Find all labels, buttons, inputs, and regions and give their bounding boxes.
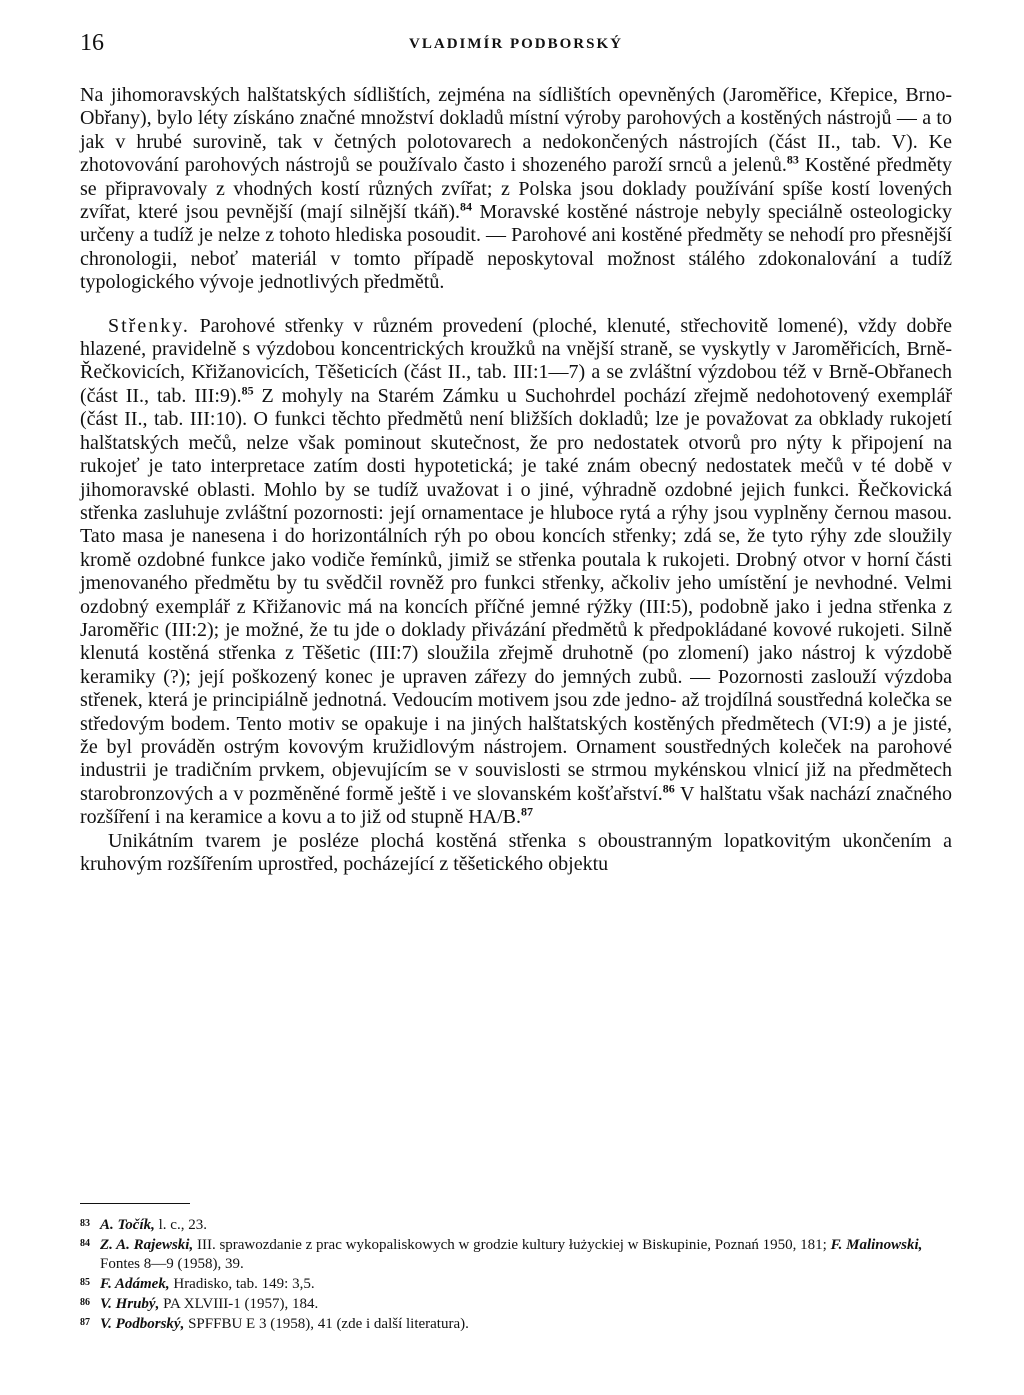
footnote-text: Fontes 8—9 (1958), 39.: [100, 1256, 244, 1272]
footnote-author: F. Adámek,: [100, 1276, 170, 1292]
footnote: [80, 1236, 952, 1274]
footnote-number: 84: [80, 1238, 90, 1249]
page-number: 16: [80, 30, 104, 56]
footnote-number: 83: [80, 1218, 90, 1229]
footnote-number: 86: [80, 1297, 90, 1308]
footnote-ref: 84: [460, 199, 473, 214]
footnote-ref: 85: [241, 383, 254, 398]
body-text: [80, 84, 952, 876]
footnote-text: PA XLVIII-1 (1957), 184.: [159, 1296, 319, 1312]
footnote-text: Hradisko, tab. 149: 3,5.: [169, 1276, 315, 1292]
paragraph-text: Z mohyly na Starém Zámku u Suchohrdel pochází zřejmě nedohotovený exemplář (část II., tab. III:10). O funkci těchto předmětů není bližších dokladů; lze je považovat za obklady rukojetí halštatských mečů, nelze však pominout skutečnost, že pro nedostatek otvorů pro nýty k připojení na rukojeť je tato interpretace zatím dosti hypotetická; je také znám obecný nedostatek mečů v té době v jihomoravské oblasti. Mohlo by se tudíž uvažovat i o jiné, výhradně ozdobné jejich funkci. Řečkovická střenka zasluhuje zvláštní pozornosti: její ornamentace je hluboce rytá a rýhy jsou vyplněny černou masou. Tato masa je nanesena i do horizontálních rýh po obou koncích střenky; zdá se, že tyto rýhy zde sloužily kromě ozdobné funkce jako vodiče řemínků, jimiž se střenka poutala k rukojeti. Drobný otvor v horní části jmenovaného předmětu by tu svědčil rovněž pro funkci střenky, ačkoliv jeho umístění je nevhodné. Velmi ozdobný exemplář z Křižanovic má na koncích příčné jemné rýžky (III:5), podobně jako i jedna střenka z Jaroměřic (III:2); je možné, že tu jde o doklady přivázání předmětů k předpokládané kovové rukojeti. Silně klenutá kostěná střenka z Těšetic (III:7) sloužila zřejmě druhotně (po zlomení) jako nástroj k výzdobě keramiky (?); její poškozený konec je upraven zářezy do jemných zubů. — Pozornosti zaslouží výzdoba střenek, která je principiálně jednotná. Vedoucím motivem jsou zde jedno- až trojdílná soustředná kolečka se středovým bodem. Tento motiv se opakuje i na jiných halštatských kostěných předmětech (VI:9) a je jisté, že byl prováděn ostrým kovovým kružidlovým nástrojem. Ornament soustředných koleček na parohové industrii je tradičním prvkem, objevujícím se v souvislosti se strmou mykénskou vlnicí již na předmětech starobronzových a v pozměněné formě ještě i ve slovanském košťařství.: [80, 384, 952, 805]
paragraph-text: Na jihomoravských halštatských sídlištích, zejména na sídlištích opevněných (Jaroměřice, Křepice, Brno-Obřany), bylo léty získáno značné množství dokladů místní výroby parohových a kostěných nástrojů — a to jak v hrubé surovině, tak v četných polotovarech a nedokončených nástrojích (část II., tab. V). Ke zhotovování parohových nástrojů se používalo často i shozeného paroží srnců a jelenů.: [80, 84, 952, 177]
footnote-author: Z. A. Rajewski,: [100, 1237, 194, 1253]
paragraph-text: V halštatu však nachází značného rozšíření i na keramice a kovu a to již od stupně HA/B.: [80, 782, 952, 829]
page-header: [80, 30, 952, 60]
footnote-ref: 87: [521, 804, 533, 819]
paragraph-text: Moravské kostěné nástroje nebyly speciálně osteologicky určeny a tudíž je nelze z tohoto hlediska posoudit. — Parohové ani kostěné předměty se nehodí pro přesnější chronologii, neboť materiál v tomto případě neposkytoval možnost stálého zdokonalování a tudíž typologického vývoje jednotlivých předmětů.: [80, 201, 952, 294]
footnote-ref: 83: [786, 152, 799, 167]
paragraph-bone-tools: [80, 84, 952, 295]
footnote: [80, 1275, 952, 1294]
paragraph-text: Parohové střenky v různém provedení (ploché, klenuté, střechovitě lomené), vždy dobře hlazené, pravidelně s výzdobou koncentrických kroužků na vnější straně, se vyskytly v Jaroměřicích, Brně-Řečkovicích, Křižanovicích, Těšeticích (část II., tab. III:1—7) a se zvláštní výzdobou též v Brně-Obřanech (část II., tab. III:9).: [80, 314, 952, 407]
paragraph-text: Unikátním tvarem je posléze plochá kostěná střenka s oboustranným lopatkovitým ukončením a kruhovým rozšířením uprostřed, pocházející z těšetického objektu: [80, 829, 952, 875]
paragraph-text: Kostěné předměty se připravovaly z vhodných kostí různých zvířat; z Polska jsou doklady používání spíše kostí lovených zvířat, které jsou pevnější (mají silnější tkáň).: [80, 154, 952, 224]
footnote-ref: 86: [662, 781, 675, 796]
footnote: [80, 1315, 952, 1334]
footnote-author: V. Podborský,: [100, 1316, 185, 1332]
footnote-text: l. c., 23.: [154, 1217, 207, 1233]
section-heading: Střenky.: [108, 314, 190, 337]
running-title: VLADIMÍR PODBORSKÝ: [409, 36, 623, 52]
footnote-author: F. Malinowski,: [830, 1237, 923, 1253]
footnote-text: SPFFBU E 3 (1958), 41 (zde i další literatura).: [184, 1316, 469, 1332]
footnote: [80, 1295, 952, 1314]
footnote-number: 87: [80, 1317, 90, 1328]
footnote-divider: [80, 1203, 190, 1204]
footnote-number: 85: [80, 1277, 90, 1288]
footnote: [80, 1216, 952, 1235]
footnotes: [80, 1216, 952, 1335]
paragraph-handles: [80, 315, 952, 830]
footnote-author: V. Hrubý,: [100, 1296, 160, 1312]
paragraph-unique-handle: [80, 830, 952, 877]
footnote-author: A. Točík,: [100, 1217, 155, 1233]
footnote-text: III. sprawozdanie z prac wykopaliskowych w grodzie kultury łużyckiej w Biskupinie, Poznań 1950, 181;: [193, 1237, 831, 1253]
